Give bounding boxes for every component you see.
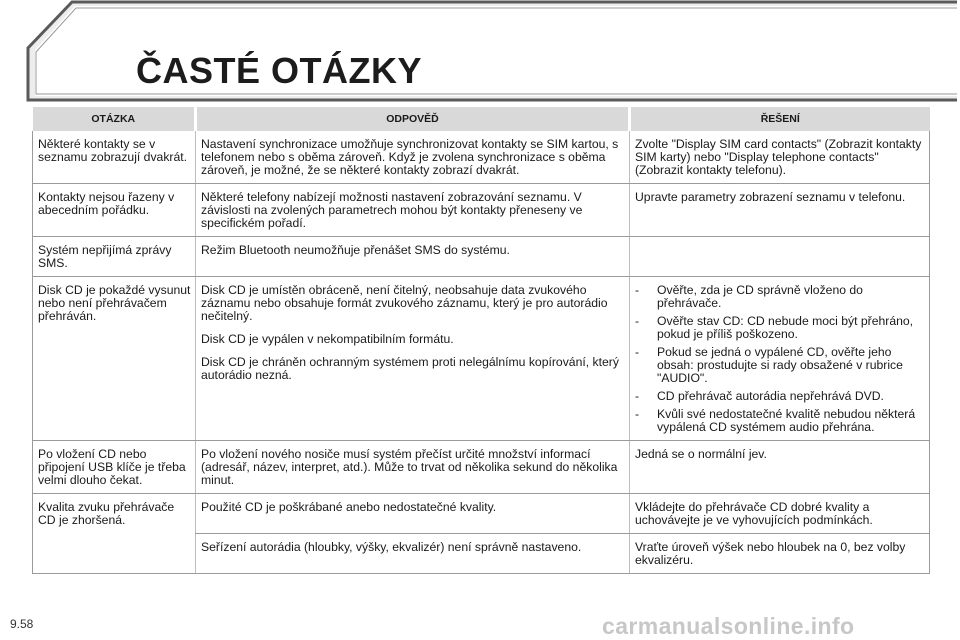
table-row — [33, 494, 930, 534]
solution-item: - Pokud se jedná o vypálené CD, ověřte jeho obsah: prostudujte si rady obsažené v rubrice "AUDIO". — [635, 346, 925, 385]
solution-cell — [630, 237, 930, 277]
answer-paragraph: Disk CD je vypálen v nekompatibilním formátu. — [201, 332, 454, 346]
page-title: ČASTÉ OTÁZKY — [136, 50, 423, 91]
question-cell: Kvalita zvuku přehrávače CD je zhoršená. — [33, 494, 196, 534]
question-cell: Disk CD je pokaždé vysunut nebo není přehrávačem přehráván. — [33, 277, 196, 441]
table-row — [33, 534, 930, 574]
page-number: 9.58 — [10, 617, 34, 631]
table-row — [33, 277, 930, 441]
faq-table — [32, 107, 930, 574]
answer-paragraph: Disk CD je umístěn obráceně, není čitelný, neobsahuje data zvukového záznamu nebo obsahuje formát zvukového záznamu, který je pro autorádio nečitelný. — [201, 283, 608, 323]
answer-cell: Některé telefony nabízejí možnosti nastavení zobrazování seznamu. V závislosti na zvolených parametrech mohou být kontakty přeneseny ve specifickém pořadí. — [196, 184, 630, 237]
answer-cell: Režim Bluetooth neumožňuje přenášet SMS do systému. — [196, 237, 630, 277]
header-solution: ŘEŠENÍ — [630, 107, 930, 131]
solution-cell: Jedná se o normální jev. — [630, 441, 930, 494]
table-header-row — [33, 107, 930, 131]
table-row — [33, 237, 930, 277]
answer-cell: Nastavení synchronizace umožňuje synchronizovat kontakty se SIM kartou, s telefonem nebo s oběma zároveň. Když je zvolena synchronizace s oběma zároveň, je možné, že se některé kontakty zobrazí dvakrát. — [196, 131, 630, 184]
table-row — [33, 184, 930, 237]
question-cell — [33, 534, 196, 574]
solution-list — [635, 284, 925, 434]
header-question: OTÁZKA — [33, 107, 196, 131]
solution-cell: Vraťte úroveň výšek nebo hloubek na 0, bez volby ekvalizéru. — [630, 534, 930, 574]
answer-cell: Po vložení nového nosiče musí systém přečíst určité množství informací (adresář, název, interpret, atd.). Může to trvat od několika sekund do několika minut. — [196, 441, 630, 494]
solution-item: - CD přehrávač autorádia nepřehrává DVD. — [635, 390, 925, 403]
solution-cell: Zvolte "Display SIM card contacts" (Zobrazit kontakty SIM karty) nebo "Display telephone contacts" (Zobrazit kontakty telefonu). — [630, 131, 930, 184]
question-cell: Některé kontakty se v seznamu zobrazují dvakrát. — [33, 131, 196, 184]
answer-cell: Použité CD je poškrábané anebo nedostatečné kvality. — [196, 494, 630, 534]
header-answer: ODPOVĚĎ — [196, 107, 630, 131]
solution-cell: Vkládejte do přehrávače CD dobré kvality a uchovávejte je ve vyhovujících podmínkách. — [630, 494, 930, 534]
question-cell: Systém nepřijímá zprávy SMS. — [33, 237, 196, 277]
solution-cell — [630, 277, 930, 441]
solution-cell: Upravte parametry zobrazení seznamu v telefonu. — [630, 184, 930, 237]
answer-cell — [196, 277, 630, 441]
table-row — [33, 441, 930, 494]
answer-paragraph: Disk CD je chráněn ochranným systémem proti nelegálnímu kopírování, který autorádio nezná. — [201, 355, 619, 382]
watermark: carmanualsonline.info — [602, 613, 855, 639]
table-row — [33, 131, 930, 184]
question-cell: Po vložení CD nebo připojení USB klíče je třeba velmi dlouho čekat. — [33, 441, 196, 494]
answer-cell: Seřízení autorádia (hloubky, výšky, ekvalizér) není správně nastaveno. — [196, 534, 630, 574]
solution-item: - Ověřte, zda je CD správně vloženo do přehrávače. — [635, 284, 925, 310]
question-cell: Kontakty nejsou řazeny v abecedním pořádku. — [33, 184, 196, 237]
solution-item: - Ověřte stav CD: CD nebude moci být přehráno, pokud je příliš poškozeno. — [635, 315, 925, 341]
solution-item: - Kvůli své nedostatečné kvalitě nebudou některá vypálená CD systémem audio přehrána. — [635, 408, 925, 434]
